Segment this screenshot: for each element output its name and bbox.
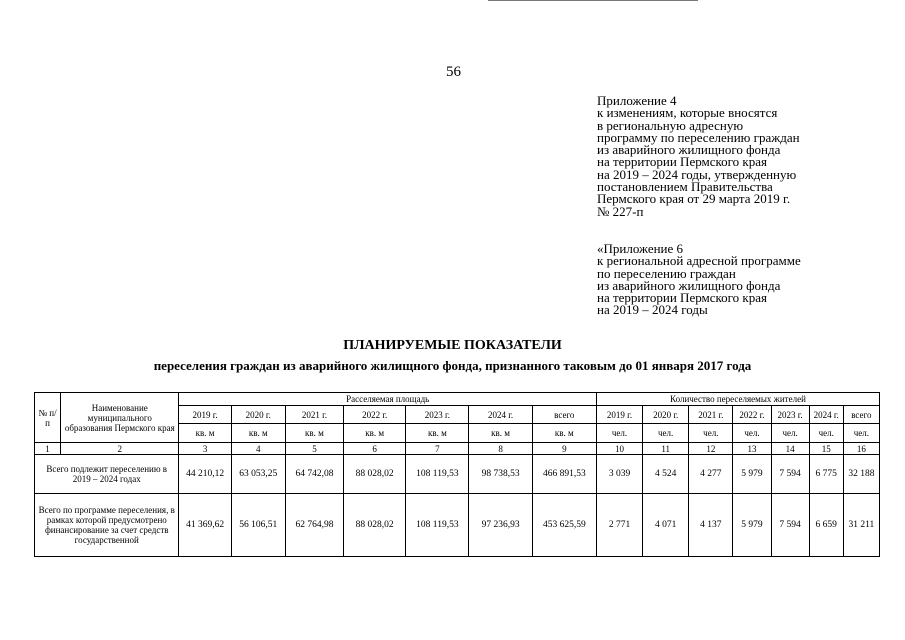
appendix4-line: Приложение 4 [597,93,677,108]
header-year-people: 2021 г. [689,406,733,424]
cell-value: 108 119,53 [406,455,469,494]
column-number: 11 [643,443,689,455]
header-number: № п/п [35,393,61,443]
cell-value: 6 659 [809,494,843,557]
appendix6-line: из аварийного жилищного фонда [597,277,781,293]
unit-people: чел. [771,424,809,443]
column-number: 10 [596,443,642,455]
cell-value: 7 594 [771,494,809,557]
column-number: 9 [532,443,596,455]
cell-value: 64 742,08 [285,455,343,494]
cell-value: 7 594 [771,455,809,494]
unit-area: кв. м [532,424,596,443]
column-number: 12 [689,443,733,455]
appendix6-line: «Приложение 6 [597,241,684,256]
cell-value: 32 188 [843,455,879,494]
cell-value: 63 053,25 [231,455,285,494]
cell-value: 4 071 [643,494,689,557]
header-year-area: 2022 г. [344,406,406,424]
cell-value: 88 028,02 [344,494,406,557]
header-year-area: 2019 г. [179,406,231,424]
header-group-area: Расселяемая площадь [179,393,596,406]
cell-value: 98 738,53 [469,455,532,494]
cell-value: 88 028,02 [344,455,406,494]
column-number: 13 [733,443,771,455]
appendix6-line: по переселению граждан [597,265,736,281]
unit-people: чел. [643,424,689,443]
appendix4-line: на территории Пермского края [597,154,767,170]
unit-area: кв. м [344,424,406,443]
cell-value: 62 764,98 [285,494,343,557]
document-subtitle: переселения граждан из аварийного жилищного фонда, признанного таковым до 01 января 2017 года [153,358,752,373]
table-row [35,494,880,557]
document-title: ПЛАНИРУЕМЫЕ ПОКАЗАТЕЛИ [343,338,562,353]
header-total-people: всего [843,406,879,424]
cell-value: 97 236,93 [469,494,532,557]
unit-people: чел. [596,424,642,443]
unit-area: кв. м [406,424,469,443]
cell-value: 2 771 [596,494,642,557]
column-number: 3 [179,443,231,455]
cell-value: 466 891,53 [532,455,596,494]
appendix4-line: № 227-п [597,203,644,219]
column-number: 15 [809,443,843,455]
cell-value: 3 039 [596,455,642,494]
unit-people: чел. [733,424,771,443]
column-number: 1 [35,443,61,455]
unit-area: кв. м [179,424,231,443]
header-year-people: 2022 г. [733,406,771,424]
indicators-table [34,392,880,557]
cell-value: 56 106,51 [231,494,285,557]
cell-value: 108 119,53 [406,494,469,557]
appendix4-line: программу по переселению граждан [597,129,800,145]
header-municipality: Наименование муниципального образования Пермского края [61,393,179,443]
appendix4-line: постановлением Правительства [597,179,773,195]
column-number: 5 [285,443,343,455]
table-row [35,455,880,494]
appendix4-line: Пермского края от 29 марта 2019 г. [597,191,791,207]
appendix4-block [597,95,800,218]
cell-value: 44 210,12 [179,455,231,494]
header-group-people: Количество переселяемых жителей [596,393,879,406]
top-edge-line [488,0,698,1]
header-year-people: 2023 г. [771,406,809,424]
unit-people: чел. [689,424,733,443]
column-number: 6 [344,443,406,455]
header-year-area: 2024 г. [469,406,532,424]
unit-area: кв. м [285,424,343,443]
cell-value: 4 277 [689,455,733,494]
cell-value: 5 979 [733,494,771,557]
cell-value: 4 524 [643,455,689,494]
column-number: 16 [843,443,879,455]
appendix6-line: на территории Пермского края [597,290,767,306]
header-year-area: 2021 г. [285,406,343,424]
row-label: Всего подлежит переселению в 2019 – 2024 годах [35,455,179,494]
appendix6-line: к региональной адресной программе [597,253,801,269]
column-number: 14 [771,443,809,455]
column-number: 8 [469,443,532,455]
cell-value: 453 625,59 [532,494,596,557]
appendix6-line: на 2019 – 2024 годы [597,302,708,318]
page-number: 56 [446,64,461,80]
cell-value: 41 369,62 [179,494,231,557]
appendix4-line: на 2019 – 2024 годы, утвержденную [597,166,797,182]
row-label: Всего по программе переселения, в рамках которой предусмотрено финансирование за счет средств государственной [35,494,179,557]
cell-value: 5 979 [733,455,771,494]
appendix4-line: к изменениям, которые вносятся [597,105,778,121]
header-year-people: 2019 г. [596,406,642,424]
header-year-people: 2020 г. [643,406,689,424]
unit-area: кв. м [231,424,285,443]
column-number: 4 [231,443,285,455]
unit-people: чел. [843,424,879,443]
header-total-area: всего [532,406,596,424]
column-number: 2 [61,443,179,455]
appendix4-line: из аварийного жилищного фонда [597,142,781,158]
appendix6-block [597,243,801,317]
appendix4-line: в региональную адресную [597,117,744,133]
cell-value: 6 775 [809,455,843,494]
header-year-people: 2024 г. [809,406,843,424]
unit-people: чел. [809,424,843,443]
cell-value: 4 137 [689,494,733,557]
header-year-area: 2023 г. [406,406,469,424]
unit-area: кв. м [469,424,532,443]
cell-value: 31 211 [843,494,879,557]
column-number: 7 [406,443,469,455]
header-year-area: 2020 г. [231,406,285,424]
